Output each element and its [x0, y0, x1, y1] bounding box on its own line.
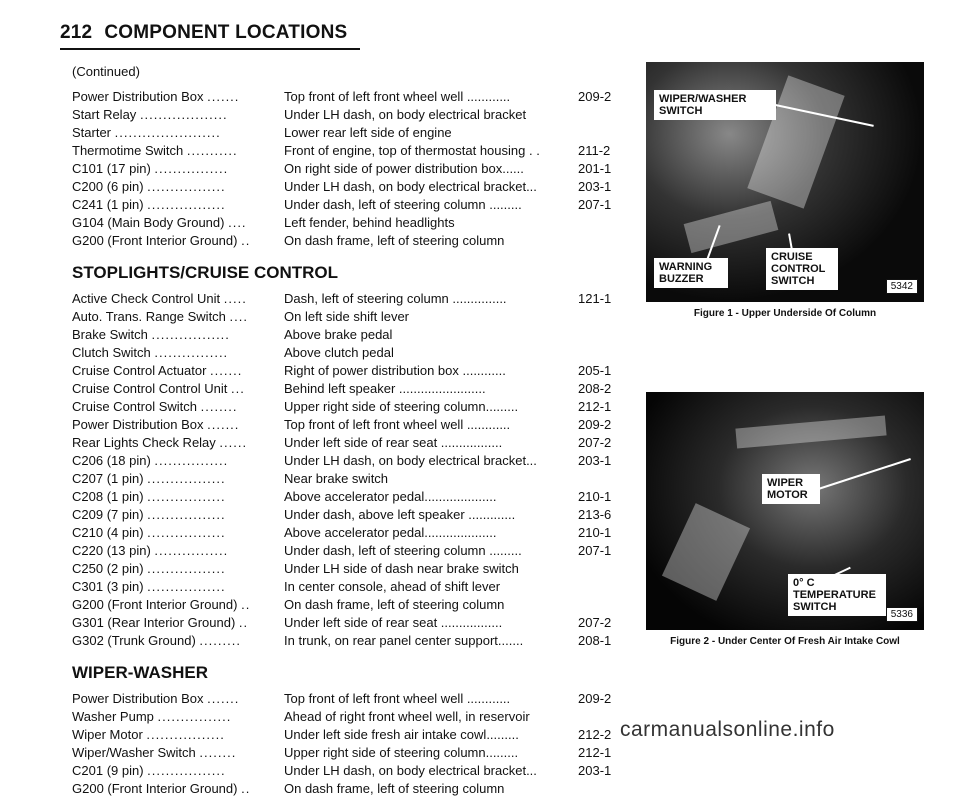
component-location: Above accelerator pedal....................: [284, 525, 497, 540]
component-name: [72, 178, 284, 196]
component-label: C208 (1 pin): [72, 489, 144, 504]
component-name: [72, 542, 284, 560]
component-location: Right of power distribution box ............: [284, 363, 506, 378]
component-location: Under LH dash, on body electrical bracket...: [284, 179, 537, 194]
table-row: [72, 560, 632, 578]
component-label: C241 (1 pin): [72, 197, 144, 212]
component-location: Top front of left front wheel well ............: [284, 417, 511, 432]
figure-2-photo: [646, 392, 924, 630]
figure-1: [646, 62, 924, 319]
page-reference: 205-1: [578, 363, 612, 378]
leader-dots: ..: [241, 233, 251, 248]
component-name: [72, 578, 284, 596]
table-row: [72, 762, 632, 780]
section-title: WIPER-WASHER: [72, 663, 208, 682]
component-label: C206 (18 pin): [72, 453, 151, 468]
table-row: [72, 452, 632, 470]
component-label: C201 (9 pin): [72, 763, 144, 778]
component-label: C250 (2 pin): [72, 561, 144, 576]
component-location: In center console, ahead of shift lever: [284, 579, 501, 594]
component-location: Dash, left of steering column ...............: [284, 291, 507, 306]
table-row: [72, 744, 632, 762]
page-reference: 210-1: [578, 525, 612, 540]
component-name: [72, 488, 284, 506]
component-name: [72, 124, 284, 142]
page-reference: 203-1: [578, 179, 612, 194]
component-label: Wiper Motor: [72, 727, 143, 742]
leader-dots: ..: [241, 781, 251, 796]
component-label: Active Check Control Unit: [72, 291, 221, 306]
leader-dots: .................: [147, 507, 226, 522]
component-label: Thermotime Switch: [72, 143, 184, 158]
component-label: C301 (3 pin): [72, 579, 144, 594]
component-name: [72, 362, 284, 380]
component-label: G200 (Front Interior Ground): [72, 233, 238, 248]
figure-2-caption: Figure 2 - Under Center Of Fresh Air Intake Cowl: [670, 636, 900, 647]
table-row: [72, 160, 632, 178]
page-reference: [574, 326, 626, 344]
leader-dots: ..: [241, 597, 251, 612]
table-row: [72, 326, 632, 344]
leader-dots: .......................: [114, 125, 221, 140]
table-row: [72, 290, 632, 308]
page-reference: 121-1: [578, 291, 612, 306]
label-wiper-washer-switch: WIPER/WASHER SWITCH: [654, 90, 776, 120]
table-row: [72, 362, 632, 380]
component-location: Under LH dash, on body electrical bracket...: [284, 453, 537, 468]
component-label: Cruise Control Actuator: [72, 363, 207, 378]
table-row: [72, 308, 632, 326]
component-label: Starter: [72, 125, 112, 140]
component-label: G200 (Front Interior Ground): [72, 597, 238, 612]
page-reference: 207-1: [578, 197, 612, 212]
component-location: Under dash, left of steering column .........: [284, 197, 522, 212]
page-reference: 203-1: [578, 763, 612, 778]
component-location: Top front of left front wheel well ............: [284, 691, 511, 706]
component-label: C200 (6 pin): [72, 179, 144, 194]
page-reference: 210-1: [578, 489, 612, 504]
page-number: 212: [60, 22, 93, 43]
component-label: G104 (Main Body Ground): [72, 215, 225, 230]
page-reference: [574, 708, 626, 726]
component-label: Cruise Control Control Unit: [72, 381, 228, 396]
leader-dots: .................: [146, 727, 225, 742]
leader-dots: ................: [154, 453, 229, 468]
photo-highlight: [662, 503, 750, 601]
label-wiper-motor: WIPER MOTOR: [762, 474, 820, 504]
table-row: [72, 232, 632, 250]
leader-dots: .................: [147, 763, 226, 778]
component-name: [72, 780, 284, 798]
table-row: [72, 578, 632, 596]
component-name: [72, 470, 284, 488]
image-number: 5336: [886, 607, 918, 622]
table-row: [72, 596, 632, 614]
page-title: COMPONENT LOCATIONS: [104, 22, 348, 43]
leader-dots: .......: [207, 89, 240, 104]
component-location: Under LH side of dash near brake switch: [284, 561, 519, 576]
component-location: Under left side fresh air intake cowl.........: [284, 727, 519, 742]
component-location: Upper right side of steering column.........: [284, 399, 519, 414]
page-reference: 203-1: [578, 453, 612, 468]
component-label: G301 (Rear Interior Ground): [72, 615, 236, 630]
component-name: [72, 160, 284, 178]
component-name: [72, 196, 284, 214]
page-reference: 207-2: [578, 615, 612, 630]
component-name: [72, 106, 284, 124]
component-name: [72, 690, 284, 708]
component-label: C210 (4 pin): [72, 525, 144, 540]
component-name: [72, 726, 284, 744]
page-reference: 207-2: [578, 435, 612, 450]
leader-dots: ...: [230, 381, 245, 396]
leader-dots: .......: [207, 691, 240, 706]
component-name: [72, 632, 284, 650]
component-location: Above brake pedal: [284, 327, 393, 342]
leader-dots: .....: [223, 291, 247, 306]
component-name: [72, 506, 284, 524]
component-label: Wiper/Washer Switch: [72, 745, 196, 760]
component-location: Upper right side of steering column.........: [284, 745, 519, 760]
table-row: [72, 614, 632, 632]
leader-dots: ........: [200, 399, 238, 414]
page-reference: 208-1: [578, 633, 612, 648]
leader-dots: .................: [147, 489, 226, 504]
component-name: [72, 380, 284, 398]
component-name: [72, 416, 284, 434]
table-row: [72, 124, 632, 142]
leader-dots: ....: [229, 309, 248, 324]
leader-dots: .......: [210, 363, 243, 378]
page-reference: [574, 470, 626, 488]
component-location: Above clutch pedal: [284, 345, 394, 360]
page-reference: 208-2: [578, 381, 612, 396]
leader-dots: ...........: [186, 143, 238, 158]
component-location: On dash frame, left of steering column: [284, 781, 505, 796]
leader-dots: ....: [228, 215, 247, 230]
component-label: Cruise Control Switch: [72, 399, 197, 414]
table-row: [72, 88, 632, 106]
table-row: [72, 780, 632, 798]
component-table: [72, 62, 632, 798]
component-label: Washer Pump: [72, 709, 154, 724]
component-location: Under LH dash, on body electrical bracket: [284, 107, 527, 122]
component-label: Brake Switch: [72, 327, 148, 342]
page-reference: 209-2: [578, 417, 612, 432]
component-location: In trunk, on rear panel center support.......: [284, 633, 524, 648]
component-label: Auto. Trans. Range Switch: [72, 309, 226, 324]
pointer-arrow: [806, 458, 911, 494]
component-name: [72, 326, 284, 344]
component-name: [72, 344, 284, 362]
page-reference: [574, 308, 626, 326]
component-name: [72, 398, 284, 416]
leader-dots: ......: [219, 435, 248, 450]
figure-2: [646, 392, 924, 647]
table-row: [72, 344, 632, 362]
component-name: [72, 142, 284, 160]
continued-label: (Continued): [72, 64, 140, 79]
component-location: On dash frame, left of steering column: [284, 233, 505, 248]
component-name: [72, 560, 284, 578]
leader-dots: ................: [157, 709, 232, 724]
leader-dots: ................: [154, 161, 229, 176]
table-row: [72, 470, 632, 488]
leader-dots: .................: [147, 471, 226, 486]
page-reference: [574, 214, 626, 232]
component-label: Power Distribution Box: [72, 417, 204, 432]
component-label: C207 (1 pin): [72, 471, 144, 486]
page-reference: 209-2: [578, 691, 612, 706]
image-number: 5342: [886, 279, 918, 294]
component-name: [72, 232, 284, 250]
label-warning-buzzer: WARNING BUZZER: [654, 258, 728, 288]
component-label: Power Distribution Box: [72, 691, 204, 706]
component-name: [72, 744, 284, 762]
label-cruise-control-switch: CRUISE CONTROL SWITCH: [766, 248, 838, 290]
component-location: Left fender, behind headlights: [284, 215, 455, 230]
table-row: [72, 690, 632, 708]
component-label: C101 (17 pin): [72, 161, 151, 176]
page-reference: [574, 780, 626, 798]
component-label: Clutch Switch: [72, 345, 151, 360]
watermark: carmanualsonline.info: [620, 718, 835, 741]
page-reference: [574, 106, 626, 124]
component-name: [72, 708, 284, 726]
component-location: Behind left speaker ........................: [284, 381, 486, 396]
table-row: [72, 726, 632, 744]
leader-dots: ...................: [139, 107, 228, 122]
table-row: [72, 488, 632, 506]
table-row: [72, 380, 632, 398]
component-name: [72, 308, 284, 326]
component-location: Lower rear left side of engine: [284, 125, 452, 140]
component-location: Near brake switch: [284, 471, 389, 486]
leader-dots: ........: [199, 745, 237, 760]
table-row: [72, 632, 632, 650]
table-row: [72, 542, 632, 560]
table-row: [72, 506, 632, 524]
table-row: [72, 196, 632, 214]
header-rule: [60, 48, 360, 50]
leader-dots: .................: [147, 561, 226, 576]
component-location: Under left side of rear seat .................: [284, 435, 503, 450]
leader-dots: .......: [207, 417, 240, 432]
component-location: Top front of left front wheel well ............: [284, 89, 511, 104]
leader-dots: ................: [154, 543, 229, 558]
table-row: [72, 524, 632, 542]
page-reference: 212-2: [578, 727, 612, 742]
table-row: [72, 178, 632, 196]
component-name: [72, 88, 284, 106]
page-reference: 211-2: [578, 143, 611, 158]
leader-dots: .........: [199, 633, 241, 648]
page-header: [60, 22, 347, 44]
component-name: [72, 614, 284, 632]
leader-dots: .................: [147, 179, 226, 194]
leader-dots: .................: [147, 525, 226, 540]
page-reference: [574, 232, 626, 250]
component-location: Above accelerator pedal....................: [284, 489, 497, 504]
section-title: STOPLIGHTS/CRUISE CONTROL: [72, 263, 339, 282]
component-label: C220 (13 pin): [72, 543, 151, 558]
table-row: [72, 142, 632, 160]
component-name: [72, 524, 284, 542]
table-row: [72, 398, 632, 416]
table-row: [72, 416, 632, 434]
component-label: Power Distribution Box: [72, 89, 204, 104]
page-reference: 207-1: [578, 543, 612, 558]
page-reference: [574, 560, 626, 578]
component-location: Ahead of right front wheel well, in reservoir: [284, 709, 530, 724]
component-location: Front of engine, top of thermostat housing . .: [284, 143, 540, 158]
leader-dots: ..: [238, 615, 249, 630]
component-location: On right side of power distribution box......: [284, 161, 524, 176]
photo-highlight: [735, 416, 886, 449]
leader-dots: .................: [151, 327, 230, 342]
component-location: Under left side of rear seat .................: [284, 615, 503, 630]
page-reference: [574, 596, 626, 614]
sections-container: [72, 88, 632, 798]
component-name: [72, 596, 284, 614]
page-reference: 201-1: [578, 161, 612, 176]
component-label: Start Relay: [72, 107, 137, 122]
leader-dots: ................: [154, 345, 229, 360]
table-row: [72, 214, 632, 232]
page-reference: 213-6: [578, 507, 612, 522]
component-location: Under dash, above left speaker .............: [284, 507, 516, 522]
component-label: Rear Lights Check Relay: [72, 435, 216, 450]
component-label: C209 (7 pin): [72, 507, 144, 522]
photo-highlight: [684, 201, 779, 253]
table-row: [72, 708, 632, 726]
component-location: Under LH dash, on body electrical bracket...: [284, 763, 537, 778]
component-name: [72, 434, 284, 452]
page-reference: 212-1: [578, 745, 612, 760]
figure-1-caption: Figure 1 - Upper Underside Of Column: [693, 308, 877, 319]
component-name: [72, 214, 284, 232]
component-label: G302 (Trunk Ground): [72, 633, 196, 648]
figure-1-photo: [646, 62, 924, 302]
component-name: [72, 290, 284, 308]
table-row: [72, 106, 632, 124]
component-name: [72, 762, 284, 780]
leader-dots: .................: [147, 579, 226, 594]
page-reference: 209-2: [578, 89, 612, 104]
page-reference: [574, 124, 626, 142]
component-location: On dash frame, left of steering column: [284, 597, 505, 612]
component-label: G200 (Front Interior Ground): [72, 781, 238, 796]
table-row: [72, 434, 632, 452]
page-reference: [574, 344, 626, 362]
page-reference: 212-1: [578, 399, 612, 414]
component-name: [72, 452, 284, 470]
component-location: Under dash, left of steering column .........: [284, 543, 522, 558]
leader-dots: .................: [147, 197, 226, 212]
label-temperature-switch: 0° C TEMPERATURE SWITCH: [788, 574, 886, 616]
component-location: On left side shift lever: [284, 309, 409, 324]
page-reference: [574, 578, 626, 596]
